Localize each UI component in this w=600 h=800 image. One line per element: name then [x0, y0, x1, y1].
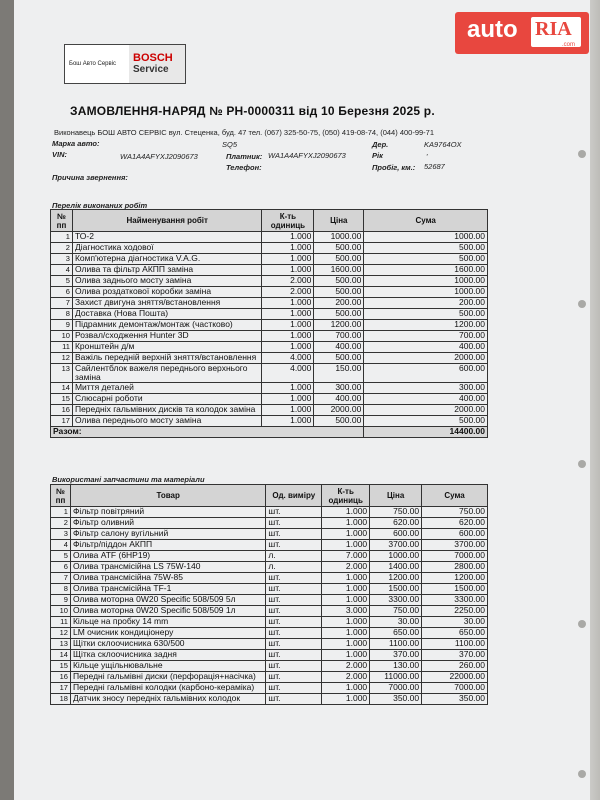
part-price: 1500.00: [370, 584, 422, 595]
work-row-number: 5: [51, 276, 73, 287]
parts-table: [50, 484, 488, 705]
part-qty: 1.000: [322, 639, 370, 650]
part-price: 30.00: [370, 617, 422, 628]
work-name: Передніх гальмівних дисків та колодок заміна: [72, 405, 261, 416]
part-qty: 1.000: [322, 507, 370, 518]
parts-table-row: [51, 661, 488, 672]
work-row-number: 1: [51, 232, 73, 243]
part-row-number: 12: [51, 628, 71, 639]
work-qty: 1.000: [262, 298, 314, 309]
part-unit: шт.: [266, 518, 322, 529]
part-qty: 2.000: [322, 562, 370, 573]
part-qty: 1.000: [322, 694, 370, 705]
part-price: 750.00: [370, 507, 422, 518]
part-unit: шт.: [266, 606, 322, 617]
works-table-row: [51, 405, 488, 416]
part-row-number: 9: [51, 595, 71, 606]
parts-table-row: [51, 683, 488, 694]
part-qty: 1.000: [322, 683, 370, 694]
work-row-number: 4: [51, 265, 73, 276]
work-row-number: 8: [51, 309, 73, 320]
part-price: 3300.00: [370, 595, 422, 606]
part-row-number: 6: [51, 562, 71, 573]
part-sum: 750.00: [422, 507, 488, 518]
parts-table-row: [51, 694, 488, 705]
part-sum: 2250.00: [422, 606, 488, 617]
parts-table-row: [51, 672, 488, 683]
work-row-number: 15: [51, 394, 73, 405]
part-name: LM очисник кондиціонеру: [70, 628, 265, 639]
work-sum: 1600.00: [364, 265, 488, 276]
work-price: 500.00: [314, 287, 364, 298]
work-qty: 1.000: [262, 405, 314, 416]
part-unit: шт.: [266, 573, 322, 584]
parts-table-row: [51, 562, 488, 573]
work-row-number: 11: [51, 342, 73, 353]
part-price: 1100.00: [370, 639, 422, 650]
part-price: 1000.00: [370, 551, 422, 562]
work-sum: 500.00: [364, 309, 488, 320]
part-name: Олива моторна 0W20 Specific 508/509 1л: [70, 606, 265, 617]
works-table-row: [51, 320, 488, 331]
part-price: 1200.00: [370, 573, 422, 584]
work-qty: 1.000: [262, 254, 314, 265]
watermark-ria: RIA: [535, 18, 572, 40]
vin-label: VIN:: [52, 150, 67, 159]
part-price: 600.00: [370, 529, 422, 540]
work-price: 500.00: [314, 416, 364, 427]
work-sum: 600.00: [364, 364, 488, 383]
work-price: 2000.00: [314, 405, 364, 416]
work-qty: 1.000: [262, 265, 314, 276]
work-sum: 200.00: [364, 298, 488, 309]
works-table-row: [51, 383, 488, 394]
part-sum: 3300.00: [422, 595, 488, 606]
part-row-number: 18: [51, 694, 71, 705]
work-qty: 1.000: [262, 383, 314, 394]
part-row-number: 13: [51, 639, 71, 650]
part-sum: 22000.00: [422, 672, 488, 683]
part-name: Передні гальмівні колодки (карбоно-кераміка): [70, 683, 265, 694]
work-qty: 2.000: [262, 276, 314, 287]
works-table-row: [51, 342, 488, 353]
part-sum: 30.00: [422, 617, 488, 628]
work-name: Олива та фільтр АКПП заміна: [72, 265, 261, 276]
parts-section-title: Використані запчастини та матеріали: [52, 475, 205, 484]
works-header-qty: К-ть одиниць: [262, 210, 314, 232]
part-unit: шт.: [266, 628, 322, 639]
work-price: 500.00: [314, 353, 364, 364]
work-qty: 4.000: [262, 353, 314, 364]
part-name: Кільце ущільнювальне: [70, 661, 265, 672]
part-qty: 1.000: [322, 529, 370, 540]
parts-table-row: [51, 639, 488, 650]
parts-table-row: [51, 507, 488, 518]
part-name: Олива моторна 0W20 Specific 508/509 5л: [70, 595, 265, 606]
work-sum: 400.00: [364, 342, 488, 353]
part-price: 350.00: [370, 694, 422, 705]
parts-table-row: [51, 551, 488, 562]
part-name: Фільтр/піддон АКПП: [70, 540, 265, 551]
part-name: Олива ATF (6HP19): [70, 551, 265, 562]
parts-header-no: № пп: [51, 485, 71, 507]
parts-table-row: [51, 573, 488, 584]
work-sum: 1000.00: [364, 232, 488, 243]
part-name: Олива трансмісійна TF-1: [70, 584, 265, 595]
part-qty: 2.000: [322, 661, 370, 672]
part-sum: 260.00: [422, 661, 488, 672]
reason-label: Причина звернення:: [52, 173, 128, 182]
work-sum: 400.00: [364, 394, 488, 405]
mileage-label: Пробіг, км.:: [372, 163, 416, 172]
work-qty: 4.000: [262, 364, 314, 383]
part-sum: 1200.00: [422, 573, 488, 584]
parts-table-row: [51, 584, 488, 595]
part-row-number: 11: [51, 617, 71, 628]
parts-table-row: [51, 518, 488, 529]
work-name: Розвал/сходження Hunter 3D: [72, 331, 261, 342]
work-qty: 1.000: [262, 331, 314, 342]
works-table-row: [51, 254, 488, 265]
year-label: Рік: [372, 151, 383, 160]
part-qty: 1.000: [322, 540, 370, 551]
autoria-watermark: [455, 12, 589, 54]
works-table-row: [51, 353, 488, 364]
work-row-number: 9: [51, 320, 73, 331]
work-name: Олива заднього мосту заміна: [72, 276, 261, 287]
works-section-title: Перелік виконаних робіт: [52, 201, 148, 210]
part-qty: 1.000: [322, 650, 370, 661]
parts-header-name: Товар: [70, 485, 265, 507]
parts-header-sum: Сума: [422, 485, 488, 507]
work-name: Важіль передній верхній зняття/встановлення: [72, 353, 261, 364]
part-qty: 2.000: [322, 672, 370, 683]
part-unit: шт.: [266, 617, 322, 628]
work-qty: 1.000: [262, 232, 314, 243]
part-row-number: 5: [51, 551, 71, 562]
parts-header-price: Ціна: [370, 485, 422, 507]
watermark-auto: auto: [467, 16, 518, 43]
part-price: 1400.00: [370, 562, 422, 573]
works-total-label: Разом:: [51, 427, 364, 438]
reg-label: Дер.: [372, 140, 389, 149]
part-qty: 1.000: [322, 518, 370, 529]
works-header-sum: Сума: [364, 210, 488, 232]
vin-value: WA1A4AFYXJ2090673: [120, 152, 198, 161]
parts-table-row: [51, 628, 488, 639]
work-price: 300.00: [314, 383, 364, 394]
part-row-number: 16: [51, 672, 71, 683]
part-qty: 1.000: [322, 617, 370, 628]
part-qty: 1.000: [322, 628, 370, 639]
part-price: 130.00: [370, 661, 422, 672]
part-row-number: 4: [51, 540, 71, 551]
work-sum: 500.00: [364, 254, 488, 265]
part-row-number: 14: [51, 650, 71, 661]
work-price: 500.00: [314, 276, 364, 287]
car-label: Марка авто:: [52, 139, 100, 148]
part-name: Фільтр повітряний: [70, 507, 265, 518]
part-row-number: 2: [51, 518, 71, 529]
part-sum: 350.00: [422, 694, 488, 705]
part-unit: шт.: [266, 639, 322, 650]
works-table-row: [51, 364, 488, 383]
work-name: Олива роздаткової коробки заміна: [72, 287, 261, 298]
part-unit: шт.: [266, 672, 322, 683]
work-sum: 1000.00: [364, 287, 488, 298]
part-unit: шт.: [266, 595, 322, 606]
works-header-no: № пп: [51, 210, 73, 232]
parts-table-row: [51, 595, 488, 606]
payer-value: WA1A4AFYXJ2090673: [268, 151, 346, 160]
works-table-row: [51, 276, 488, 287]
part-unit: шт.: [266, 584, 322, 595]
watermark-com: .com: [562, 42, 576, 48]
works-header-price: Ціна: [314, 210, 364, 232]
works-table-row: [51, 287, 488, 298]
part-name: Передні гальмівні диски (перфорація+насічка): [70, 672, 265, 683]
work-row-number: 3: [51, 254, 73, 265]
work-name: Миття деталей: [72, 383, 261, 394]
part-price: 620.00: [370, 518, 422, 529]
work-qty: 1.000: [262, 309, 314, 320]
work-row-number: 17: [51, 416, 73, 427]
work-qty: 1.000: [262, 342, 314, 353]
work-price: 1000.00: [314, 232, 364, 243]
part-unit: шт.: [266, 507, 322, 518]
part-name: Фільтр оливний: [70, 518, 265, 529]
work-qty: 1.000: [262, 416, 314, 427]
parts-table-row: [51, 606, 488, 617]
part-name: Олива трансмісійна LS 75W-140: [70, 562, 265, 573]
work-name: Захист двигуна зняття/встановлення: [72, 298, 261, 309]
work-sum: 300.00: [364, 383, 488, 394]
work-row-number: 10: [51, 331, 73, 342]
works-table-row: [51, 331, 488, 342]
work-qty: 1.000: [262, 320, 314, 331]
work-price: 700.00: [314, 331, 364, 342]
part-price: 750.00: [370, 606, 422, 617]
document-title: ЗАМОВЛЕННЯ-НАРЯД № РН-0000311 від 10 Березня 2025 р.: [70, 104, 435, 118]
work-sum: 700.00: [364, 331, 488, 342]
part-sum: 7000.00: [422, 551, 488, 562]
works-table-row: [51, 298, 488, 309]
work-price: 200.00: [314, 298, 364, 309]
part-unit: шт.: [266, 694, 322, 705]
work-price: 500.00: [314, 243, 364, 254]
work-row-number: 13: [51, 364, 73, 383]
works-table: [50, 209, 488, 438]
part-sum: 650.00: [422, 628, 488, 639]
part-price: 7000.00: [370, 683, 422, 694]
car-value: SQ5: [222, 140, 238, 149]
work-sum: 2000.00: [364, 405, 488, 416]
parts-table-row: [51, 529, 488, 540]
part-unit: шт.: [266, 650, 322, 661]
work-price: 500.00: [314, 254, 364, 265]
works-table-row: [51, 416, 488, 427]
work-name: Слюсарні роботи: [72, 394, 261, 405]
works-header-name: Найменування робіт: [72, 210, 261, 232]
part-sum: 1500.00: [422, 584, 488, 595]
work-name: Діагностика ходової: [72, 243, 261, 254]
part-sum: 620.00: [422, 518, 488, 529]
parts-table-row: [51, 617, 488, 628]
part-unit: л.: [266, 562, 322, 573]
part-sum: 1100.00: [422, 639, 488, 650]
year-value: ': [426, 152, 428, 161]
part-price: 650.00: [370, 628, 422, 639]
work-price: 1600.00: [314, 265, 364, 276]
part-sum: 3700.00: [422, 540, 488, 551]
part-sum: 370.00: [422, 650, 488, 661]
part-qty: 7.000: [322, 551, 370, 562]
parts-header-unit: Од. виміру: [266, 485, 322, 507]
work-qty: 1.000: [262, 394, 314, 405]
work-price: 150.00: [314, 364, 364, 383]
works-table-row: [51, 394, 488, 405]
part-name: Щітки склоочисника 630/500: [70, 639, 265, 650]
part-name: Олива трансмісійна 75W-85: [70, 573, 265, 584]
work-name: Олива переднього мосту заміна: [72, 416, 261, 427]
parts-table-row: [51, 540, 488, 551]
work-row-number: 6: [51, 287, 73, 298]
work-sum: 500.00: [364, 243, 488, 254]
part-qty: 3.000: [322, 606, 370, 617]
work-name: Кронштейн д/м: [72, 342, 261, 353]
part-sum: 2800.00: [422, 562, 488, 573]
part-name: Щітка склоочисника задня: [70, 650, 265, 661]
work-name: Сайлентблок важеля переднього верхнього заміна: [72, 364, 261, 383]
work-sum: 1200.00: [364, 320, 488, 331]
part-qty: 1.000: [322, 573, 370, 584]
work-sum: 500.00: [364, 416, 488, 427]
part-price: 370.00: [370, 650, 422, 661]
part-row-number: 7: [51, 573, 71, 584]
part-row-number: 3: [51, 529, 71, 540]
logo-company-name: Бош Авто Сервіс: [69, 60, 117, 67]
work-sum: 1000.00: [364, 276, 488, 287]
logo-bosch: BOSCH: [133, 52, 173, 64]
work-sum: 2000.00: [364, 353, 488, 364]
part-row-number: 10: [51, 606, 71, 617]
work-row-number: 14: [51, 383, 73, 394]
work-row-number: 2: [51, 243, 73, 254]
part-unit: шт.: [266, 529, 322, 540]
works-table-row: [51, 265, 488, 276]
payer-label: Платник:: [226, 152, 263, 161]
work-row-number: 7: [51, 298, 73, 309]
work-name: Комп'ютерна діагностика V.A.G.: [72, 254, 261, 265]
part-unit: шт.: [266, 683, 322, 694]
part-unit: шт.: [266, 661, 322, 672]
reg-value: KA9764OX: [424, 140, 462, 149]
part-qty: 1.000: [322, 584, 370, 595]
work-row-number: 12: [51, 353, 73, 364]
works-table-row: [51, 232, 488, 243]
works-total-value: 14400.00: [364, 427, 488, 438]
logo-service: Service: [133, 64, 169, 75]
part-sum: 7000.00: [422, 683, 488, 694]
work-price: 400.00: [314, 394, 364, 405]
part-row-number: 8: [51, 584, 71, 595]
part-name: Фільтр салону вугільний: [70, 529, 265, 540]
part-name: Кільце на пробку 14 mm: [70, 617, 265, 628]
phone-label: Телефон:: [226, 163, 262, 172]
part-unit: шт.: [266, 540, 322, 551]
work-price: 400.00: [314, 342, 364, 353]
works-table-row: [51, 309, 488, 320]
work-qty: 1.000: [262, 243, 314, 254]
work-price: 1200.00: [314, 320, 364, 331]
parts-table-row: [51, 650, 488, 661]
work-name: Підрамник демонтаж/монтаж (частково): [72, 320, 261, 331]
work-row-number: 16: [51, 405, 73, 416]
work-price: 500.00: [314, 309, 364, 320]
part-row-number: 17: [51, 683, 71, 694]
part-sum: 600.00: [422, 529, 488, 540]
work-qty: 2.000: [262, 287, 314, 298]
part-name: Датчик зносу передніх гальмівних колодок: [70, 694, 265, 705]
part-row-number: 1: [51, 507, 71, 518]
parts-header-qty: К-ть одиниць: [322, 485, 370, 507]
part-price: 3700.00: [370, 540, 422, 551]
mileage-value: 52687: [424, 162, 445, 171]
part-qty: 1.000: [322, 595, 370, 606]
work-name: Доставка (Нова Пошта): [72, 309, 261, 320]
executor-line: Виконавець БОШ АВТО СЕРВІС вул. Стеценка, буд. 47 тел. (067) 325-50-75, (050) 419-08-74, (044) 400-99-71: [54, 128, 435, 137]
work-name: ТО-2: [72, 232, 261, 243]
works-total-row: [51, 427, 488, 438]
part-price: 11000.00: [370, 672, 422, 683]
works-table-row: [51, 243, 488, 254]
part-unit: л.: [266, 551, 322, 562]
part-row-number: 15: [51, 661, 71, 672]
company-logo: [64, 44, 186, 84]
